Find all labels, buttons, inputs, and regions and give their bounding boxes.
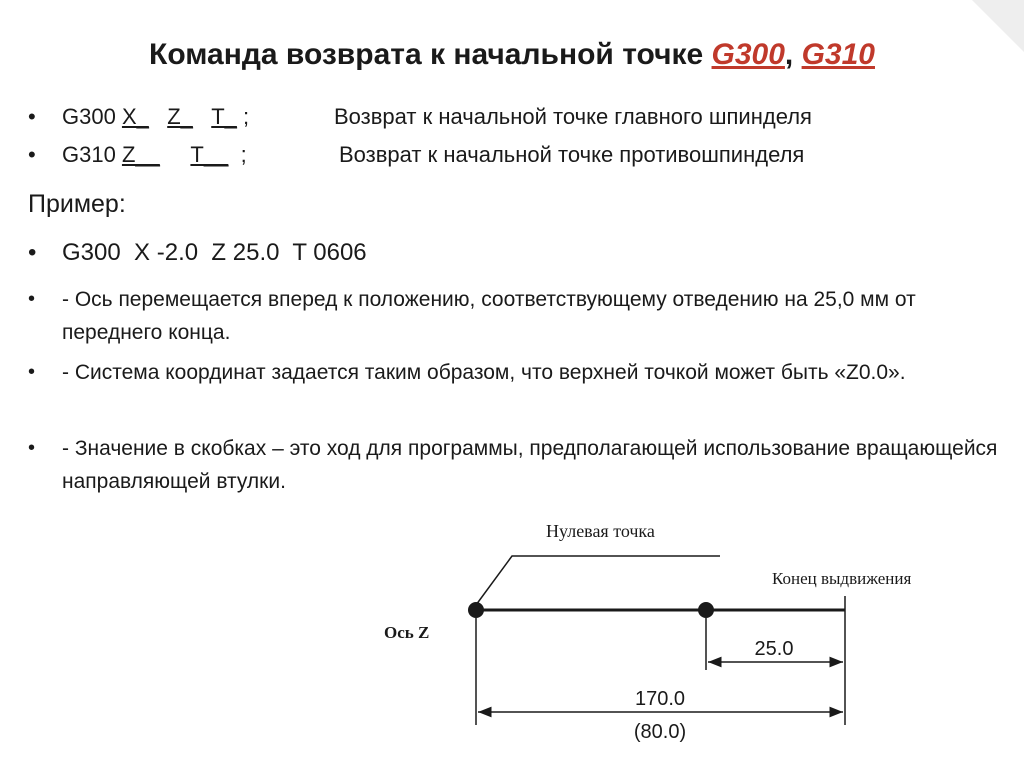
example-code: G300 X -2.0 Z 25.0 T 0606 bbox=[62, 239, 367, 266]
title-code-g310: G310 bbox=[801, 38, 875, 71]
note-text: - Значение в скобках – это ход для программы, предполагающей использование вращающейся направляющей втулки. bbox=[62, 437, 998, 493]
command-end: ; bbox=[243, 104, 250, 129]
bullet-icon: • bbox=[28, 239, 37, 266]
dimension-short-label: 25.0 bbox=[754, 638, 794, 660]
dimension-long-label: 170.0 bbox=[634, 688, 686, 710]
bullet-icon: • bbox=[28, 361, 36, 383]
axis-label: Ось Z bbox=[384, 623, 430, 642]
param-z: Z_ bbox=[167, 104, 193, 129]
zero-point-label: Нулевая точка bbox=[546, 521, 655, 541]
param-z: Z__ bbox=[121, 142, 160, 167]
zero-point-marker bbox=[468, 602, 484, 618]
command-description: Возврат к начальной точке противошпинделя bbox=[339, 142, 805, 167]
bullet-icon: • bbox=[28, 104, 36, 129]
dimension-long-alt-label: (80.0) bbox=[633, 721, 687, 743]
note-text: - Ось перемещается вперед к положению, соответствующему отведению на 25,0 мм от переднего конца. bbox=[62, 288, 916, 344]
param-x: X_ bbox=[121, 104, 149, 129]
title-code-g300: G300 bbox=[711, 38, 785, 71]
title-separator: , bbox=[784, 38, 802, 71]
stroke-end-label: Конец выдвижения bbox=[772, 569, 912, 588]
zero-point-leader bbox=[476, 556, 720, 605]
note-text: - Система координат задается таким образом, что верхней точкой может быть «Z0.0». bbox=[62, 361, 906, 384]
bullet-icon: • bbox=[28, 142, 36, 167]
bullet-icon: • bbox=[28, 437, 36, 459]
param-t: T_ bbox=[211, 104, 237, 129]
example-heading: Пример: bbox=[28, 190, 126, 218]
command-prefix: G310 bbox=[62, 142, 122, 167]
tool-point-marker bbox=[698, 602, 714, 618]
command-end: ; bbox=[240, 142, 247, 167]
command-description: Возврат к начальной точке главного шпинделя bbox=[334, 104, 812, 129]
bullet-icon: • bbox=[28, 288, 36, 310]
title-text: Команда возврата к начальной точке bbox=[149, 38, 712, 71]
param-t: T__ bbox=[190, 142, 229, 167]
command-prefix: G300 bbox=[62, 104, 122, 129]
